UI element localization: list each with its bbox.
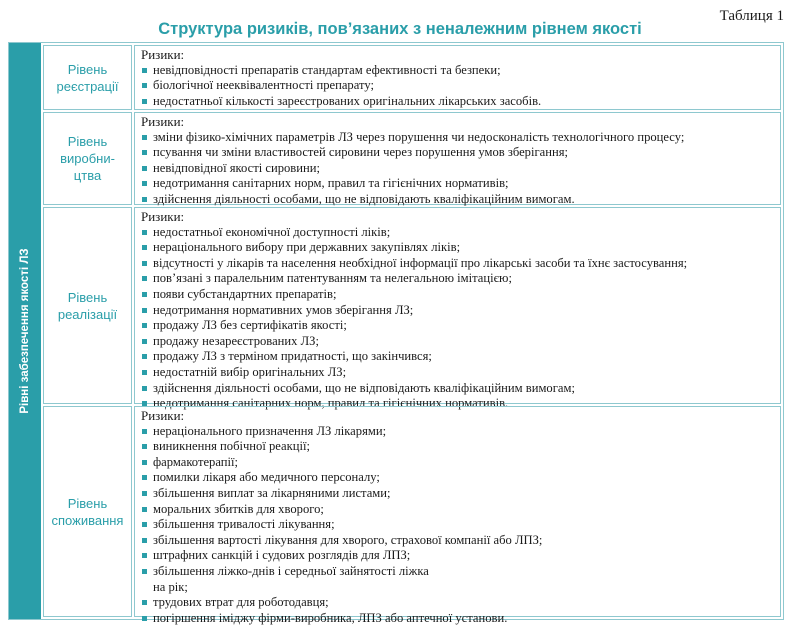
row-registration [43,45,781,110]
risk-item [141,256,774,272]
risk-item [141,533,774,549]
side-header [9,43,41,619]
risk-item [141,240,774,256]
risk-item [141,225,774,241]
risk-text: помилки лікаря або медичного персоналу; [153,470,380,485]
row-label-sales: Рівень реалізації [57,289,118,322]
row-label-consumption: Рівень споживання [51,495,124,528]
risk-text: погіршення іміджу фірми-виробника, ЛПЗ або аптечної установи. [153,610,508,625]
risk-item [141,439,774,455]
risk-item [141,381,774,397]
risk-table [8,42,784,625]
risk-item [141,161,774,177]
row-consumption [43,406,781,625]
risk-text: пов’язані з паралельним патентуванням та нелегальною імітацією; [153,271,512,286]
row-label-cell [43,207,132,404]
risk-text: штрафних санкцій і судових розглядів для ЛПЗ; [153,548,411,563]
row-production [43,112,781,205]
risk-item [141,334,774,350]
square-bullet-icon [142,538,147,543]
risk-item-continuation [141,580,774,596]
square-bullet-icon [142,135,147,140]
risk-text: зміни фізико-хімічних параметрів ЛЗ через порушення чи недосконалість технологічного процесу; [153,129,685,144]
square-bullet-icon [142,553,147,558]
square-bullet-icon [142,230,147,235]
risk-text: біологічної нееквівалентності препарату; [153,78,374,93]
risk-text: псування чи зміни властивостей сировини через порушення умов зберігання; [153,145,569,160]
risk-text: недостатньої економічної доступності ліків; [153,224,391,239]
square-bullet-icon [142,83,147,88]
square-bullet-icon [142,339,147,344]
risk-item [141,470,774,486]
risk-item [141,365,774,381]
risk-item [141,486,774,502]
risk-item [141,271,774,287]
risk-item [141,78,774,94]
risk-text: збільшення ліжко-днів і середньої зайнятості ліжка [153,563,429,578]
risk-text: недостатньої кількості зареєстрованих оригінальних лікарських засобів. [153,93,542,108]
risk-text: недотримання санітарних норм, правил та гігієнічних нормативів. [153,396,509,411]
risk-text: продажу ЛЗ з терміном придатності, що закінчився; [153,349,432,364]
risk-item [141,130,774,146]
square-bullet-icon [142,292,147,297]
row-label-production: Рівень виробни- цтва [60,134,115,183]
risks-heading: Ризики: [141,47,185,62]
risk-item [141,502,774,518]
risk-item [141,548,774,564]
risk-text: фармакотерапії; [153,454,238,469]
risk-item [141,176,774,192]
table-number: Таблиця 1 [719,8,784,24]
square-bullet-icon [142,166,147,171]
risk-text: недостатній вибір оригінальних ЛЗ; [153,364,347,379]
row-label-cell [43,45,132,110]
square-bullet-icon [142,460,147,465]
square-bullet-icon [142,323,147,328]
risk-item [141,318,774,334]
row-label-cell [43,112,132,205]
risk-item [141,611,774,627]
square-bullet-icon [142,181,147,186]
risk-item [141,424,774,440]
risk-item [141,287,774,303]
table-title: Структура ризиків, пов’язаних з неналежним рівнем якості [158,20,642,38]
square-bullet-icon [142,444,147,449]
risk-text: збільшення вартості лікування для хворого, страхової компанії або ЛПЗ; [153,532,543,547]
risk-item [141,564,774,580]
risk-text: трудових втрат для роботодавця; [153,595,329,610]
risks-heading: Ризики: [141,114,185,129]
risk-item [141,94,774,110]
risk-item [141,63,774,79]
square-bullet-icon [142,386,147,391]
side-header-label: Рівні забезпечення якості ЛЗ [19,248,31,414]
risk-text: нераціонального призначення ЛЗ лікарями; [153,423,387,438]
risk-text: недотримання нормативних умов зберігання ЛЗ; [153,302,414,317]
risk-text: появи субстандартних препаратів; [153,286,337,301]
risk-list [141,63,774,110]
risk-text: відсутності у лікарів та населення необхідної інформації про лікарські засоби та їхнє застосування; [153,255,688,270]
risk-text: збільшення тривалості лікування; [153,517,335,532]
square-bullet-icon [142,507,147,512]
risk-text: недотримання санітарних норм, правил та гігієнічних нормативів; [153,176,509,191]
risk-text: моральних збитків для хворого; [153,501,324,516]
risk-item [141,192,774,208]
square-bullet-icon [142,600,147,605]
square-bullet-icon [142,370,147,375]
square-bullet-icon [142,150,147,155]
risks-heading: Ризики: [141,209,185,224]
risk-cell-sales [134,207,781,411]
risk-cell-production [134,112,781,205]
risk-item [141,517,774,533]
square-bullet-icon [142,491,147,496]
risk-list [141,424,774,627]
risk-text: невідповідності препаратів стандартам ефективності та безпеки; [153,62,501,77]
risk-text: невідповідної якості сировини; [153,160,320,175]
row-sales [43,207,781,411]
row-label-cell [43,406,132,617]
square-bullet-icon [142,99,147,104]
square-bullet-icon [142,68,147,73]
square-bullet-icon [142,261,147,266]
square-bullet-icon [142,245,147,250]
risk-text: здійснення діяльності особами, що не відповідають кваліфікаційним вимогам. [153,191,575,206]
risk-text: збільшення виплат за лікарняними листами; [153,485,391,500]
risk-item [141,303,774,319]
risk-text: на рік; [153,579,188,594]
square-bullet-icon [142,569,147,574]
risk-text: здійснення діяльності особами, що не відповідають кваліфікаційним вимогам; [153,380,575,395]
row-label-registration: Рівень реєстрації [56,61,119,94]
risk-list [141,225,774,412]
risk-item [141,145,774,161]
risk-item [141,349,774,365]
square-bullet-icon [142,522,147,527]
risk-text: нераціонального вибору при державних закупівлях ліків; [153,240,461,255]
risk-text: виникнення побічної реакції; [153,439,310,454]
square-bullet-icon [142,197,147,202]
square-bullet-icon [142,276,147,281]
square-bullet-icon [142,429,147,434]
risk-cell-consumption [134,406,781,625]
square-bullet-icon [142,308,147,313]
risk-cell-registration [134,45,781,110]
risk-item [141,455,774,471]
square-bullet-icon [142,616,147,621]
risk-text: продажу незареєстрованих ЛЗ; [153,333,319,348]
risk-text: продажу ЛЗ без сертифікатів якості; [153,318,347,333]
square-bullet-icon [142,475,147,480]
risks-heading: Ризики: [141,408,185,423]
square-bullet-icon [142,354,147,359]
risk-item [141,595,774,611]
risk-list [141,130,774,208]
